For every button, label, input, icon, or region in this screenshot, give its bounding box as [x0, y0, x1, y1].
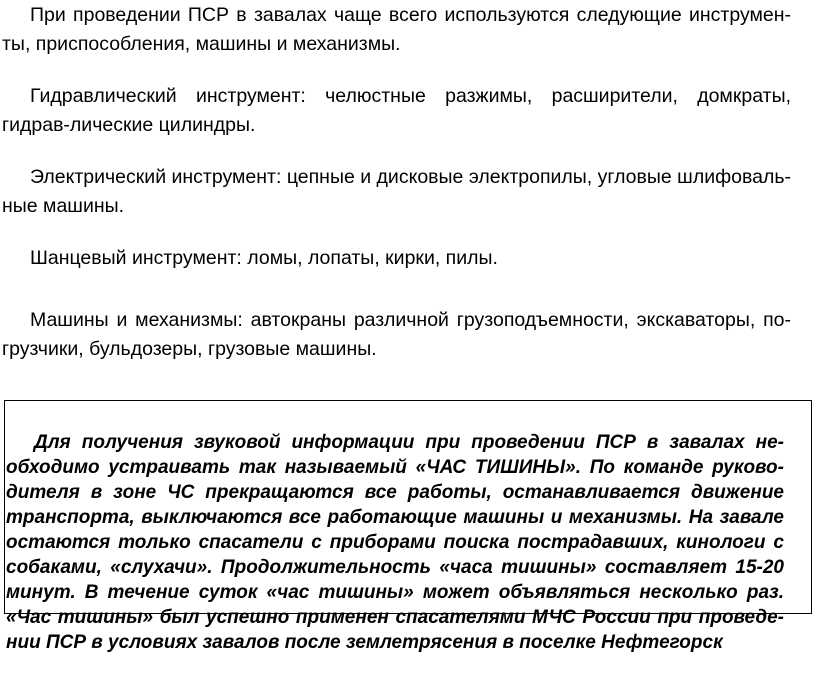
paragraph-hand-tools: Шанцевый инструмент: ломы, лопаты, кирки, пилы. [30, 247, 498, 269]
paragraph-machinery: Машины и механизмы: автокраны различной грузоподъемности, экскаваторы, по-грузчики, бульдозеры, грузовые машины. [2, 309, 791, 360]
paragraph-intro: При проведении ПСР в завалах чаще всего используются следующие инструмен-ты, приспособления, машины и механизмы. [2, 4, 791, 55]
paragraph-electric-tools: Электрический инструмент: цепные и дисковые электропилы, угловые шлифоваль-ные машины. [2, 166, 791, 217]
note-silence-hour: Для получения звуковой информации при проведении ПСР в завалах не-обходимо устраивать так называемый «ЧАС ТИШИНЫ». По команде руково-дителя в зоне ЧС прекращаются все работы, останавливается движение транспорта, выключаются все работающие машины и механизмы. На завале остаются только спасатели с приборами поиска пострадавших, кинологи с собаками, «слухачи». Продолжительность «часа тишины» составляет 15-20 минут. В течение суток «час тишины» может объявляться несколько раз. «Час тишины» был успешно применен спасателями МЧС России при проведе-нии ПСР в условиях завалов после землетрясения в поселке Нефтегорск [6, 432, 784, 653]
paragraph-hydraulic-tools: Гидравлический инструмент: челюстные разжимы, расширители, домкраты, гидрав-лические цилиндры. [2, 85, 791, 136]
